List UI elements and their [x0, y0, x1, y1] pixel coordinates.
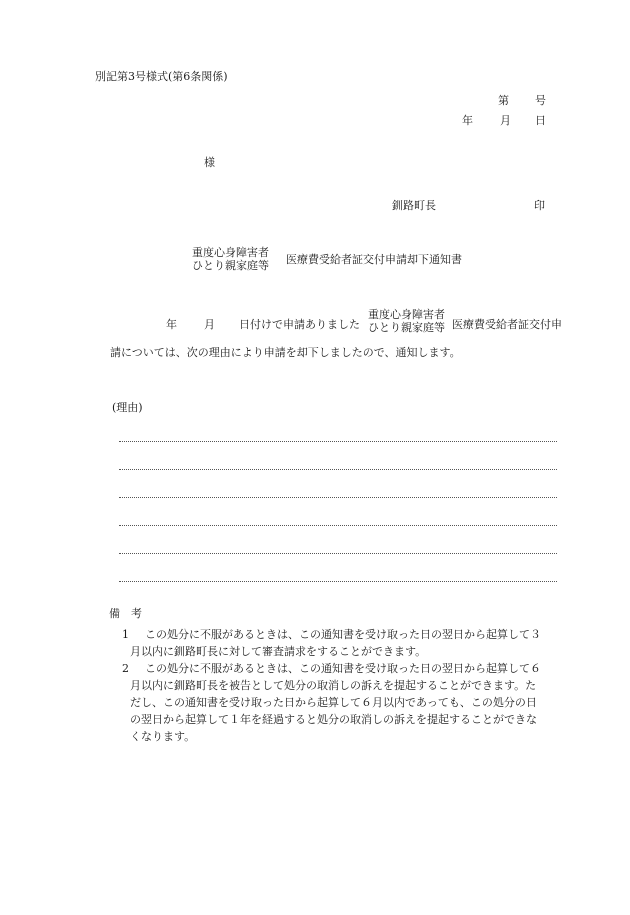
- note-line: 月以内に釧路町長を被告として処分の取消しの訴えを提起することができます。た: [130, 679, 537, 692]
- note-line: 月以内に釧路町長に対して審査請求をすることができます。: [130, 645, 427, 658]
- reason-dotted-line[interactable]: [119, 553, 557, 554]
- note-line: くなります。: [130, 730, 196, 743]
- addressee-suffix: 様: [204, 156, 215, 169]
- body-line-2: 請については、次の理由により申請を却下しましたので、通知します。: [110, 346, 461, 359]
- title-option-1: 重度心身障害者: [192, 246, 269, 259]
- note-line: の翌日から起算して１年を経過すると処分の取消しの訴えを提起することができな: [130, 713, 537, 726]
- body-year: 年: [166, 318, 177, 331]
- reason-dotted-line[interactable]: [119, 525, 557, 526]
- title-options: [192, 246, 269, 272]
- notes-heading: 備 考: [109, 607, 142, 620]
- body-option-1: 重度心身障害者: [368, 308, 445, 321]
- note-line: だし、この通知書を受け取った日から起算して６月以内であっても、この処分の日: [130, 696, 537, 709]
- body-option-2: ひとり親家庭等: [368, 321, 445, 335]
- issuer-name: 釧路町長: [392, 199, 436, 212]
- reason-label: (理由): [112, 401, 143, 414]
- body-tail: 医療費受給者証交付申: [452, 318, 562, 331]
- reason-dotted-line[interactable]: [119, 469, 557, 470]
- note-number: 1: [122, 628, 129, 641]
- date-year: 年: [462, 114, 473, 127]
- body-options: [368, 308, 445, 334]
- number-go: 号: [535, 94, 546, 107]
- reason-dotted-line[interactable]: [119, 581, 557, 582]
- note-number: 2: [122, 662, 129, 675]
- date-day: 日: [535, 114, 546, 127]
- reason-dotted-line[interactable]: [119, 441, 557, 442]
- body-month: 月: [204, 318, 215, 331]
- number-dai: 第: [498, 94, 509, 107]
- seal-mark: 印: [534, 199, 545, 212]
- date-month: 月: [500, 114, 511, 127]
- document-title: 医療費受給者証交付申請却下通知書: [286, 253, 462, 266]
- reason-dotted-line[interactable]: [119, 497, 557, 498]
- note-line: この処分に不服があるときは、この通知書を受け取った日の翌日から起算して６: [145, 662, 541, 675]
- form-label: 別記第3号様式(第6条関係): [95, 70, 228, 83]
- body-dated-applied: 日付けで申請ありました: [239, 318, 360, 331]
- title-option-2: ひとり親家庭等: [192, 259, 269, 273]
- note-line: この処分に不服があるときは、この通知書を受け取った日の翌日から起算して３: [145, 628, 541, 641]
